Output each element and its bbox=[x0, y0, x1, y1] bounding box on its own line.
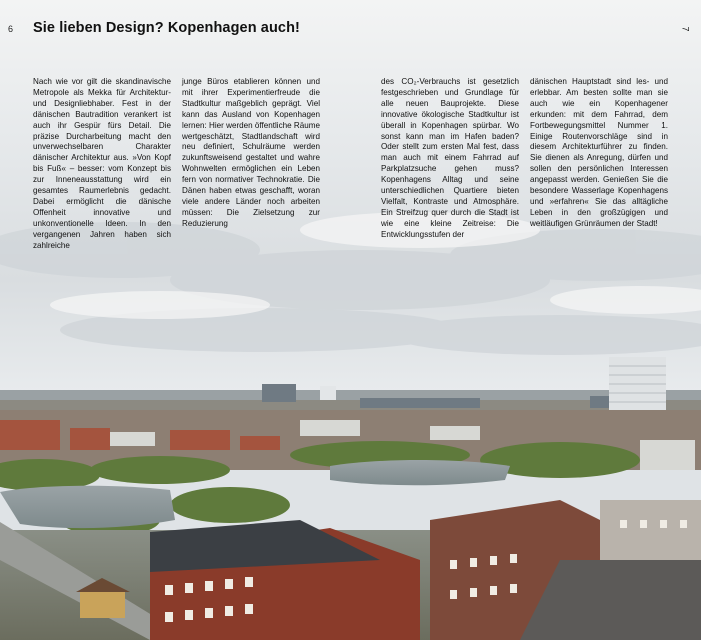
text-column-2: junge Büros etablieren können und mit ihrer Experimentierfreude die Stadtkultur maßgeblich geprägt. Viel kann das Ausland von Kopenhagen lernen: Hier werden öffentliche Räume wertgeschätzt, Stadtlandschaft wird neu definiert, Schulräume werden zukunftsweisend gestaltet und wahre Wohnwelten ermöglichen ein Leben fern von normativer Technokratie. Die Dänen haben etwas geschafft, woran viele andere Länder noch arbeiten müssen: Die Zielsetzung zur Reduzierung bbox=[182, 77, 320, 228]
spread-headline: Sie lieben Design? Kopenhagen auch! bbox=[33, 20, 300, 36]
page-number-right: 7 bbox=[680, 26, 691, 32]
text-column-1: Nach wie vor gilt die skandinavische Metropole als Mekka für Architektur- und Designliebhaber. Fest in der dänischen Bautradition verankert ist auch ihr Gespür fürs Detail. Die präzise Durcharbeitung macht den unverwechselbaren Charakter dänischer Architektur aus. »Von Kopf bis Fuß« – besser: vom Konzept bis zur Inneneausstattung wird ein gesamtes Raumerlebnis gedacht. Dabei ermöglicht die dänische Offenheit innovative und unkonventionelle Ideen. In den vergangenen Jahren haben sich zahlreiche bbox=[33, 77, 171, 250]
text-column-3: des CO₂-Verbrauchs ist gesetzlich festgeschrieben und Grundlage für alle neuen Bauprojekte. Diese innovative ökologische Stadtkultur ist überall in Kopenhagen spürbar. Wo sonst kann man im Hafen baden? Oder stellt zum ersten Mal fest, dass man auch mit einem Fahrrad auf Parkplatzsuche gehen muss? Kopenhagens Alltag und seine unterschiedlichen Quartiere bieten Vielfalt, Kontraste und Atmosphäre. Ein Streifzug quer durch die Stadt ist wie eine kleine Zeitreise: Die Entwicklungsstufen der bbox=[381, 77, 519, 239]
text-column-4: dänischen Hauptstadt sind les- und erlebbar. Am besten sollte man sie auch wie ein Kopenhagener erkunden: mit dem Fahrrad, dem Fortbewegungsmittel Nummer 1. Einige Routenvorschläge sind in diesem Architekturführer zu finden. Sie dienen als Anregung, dürfen und sollen den persönlichen Interessen angepasst werden. Genießen Sie die besondere Wasserlage Kopenhagens und »erfahren« Sie das alltägliche Leben in den großzügigen und weitläufigen Grünräumen der Stadt! bbox=[530, 77, 668, 228]
page-number-left: 6 bbox=[8, 24, 14, 34]
